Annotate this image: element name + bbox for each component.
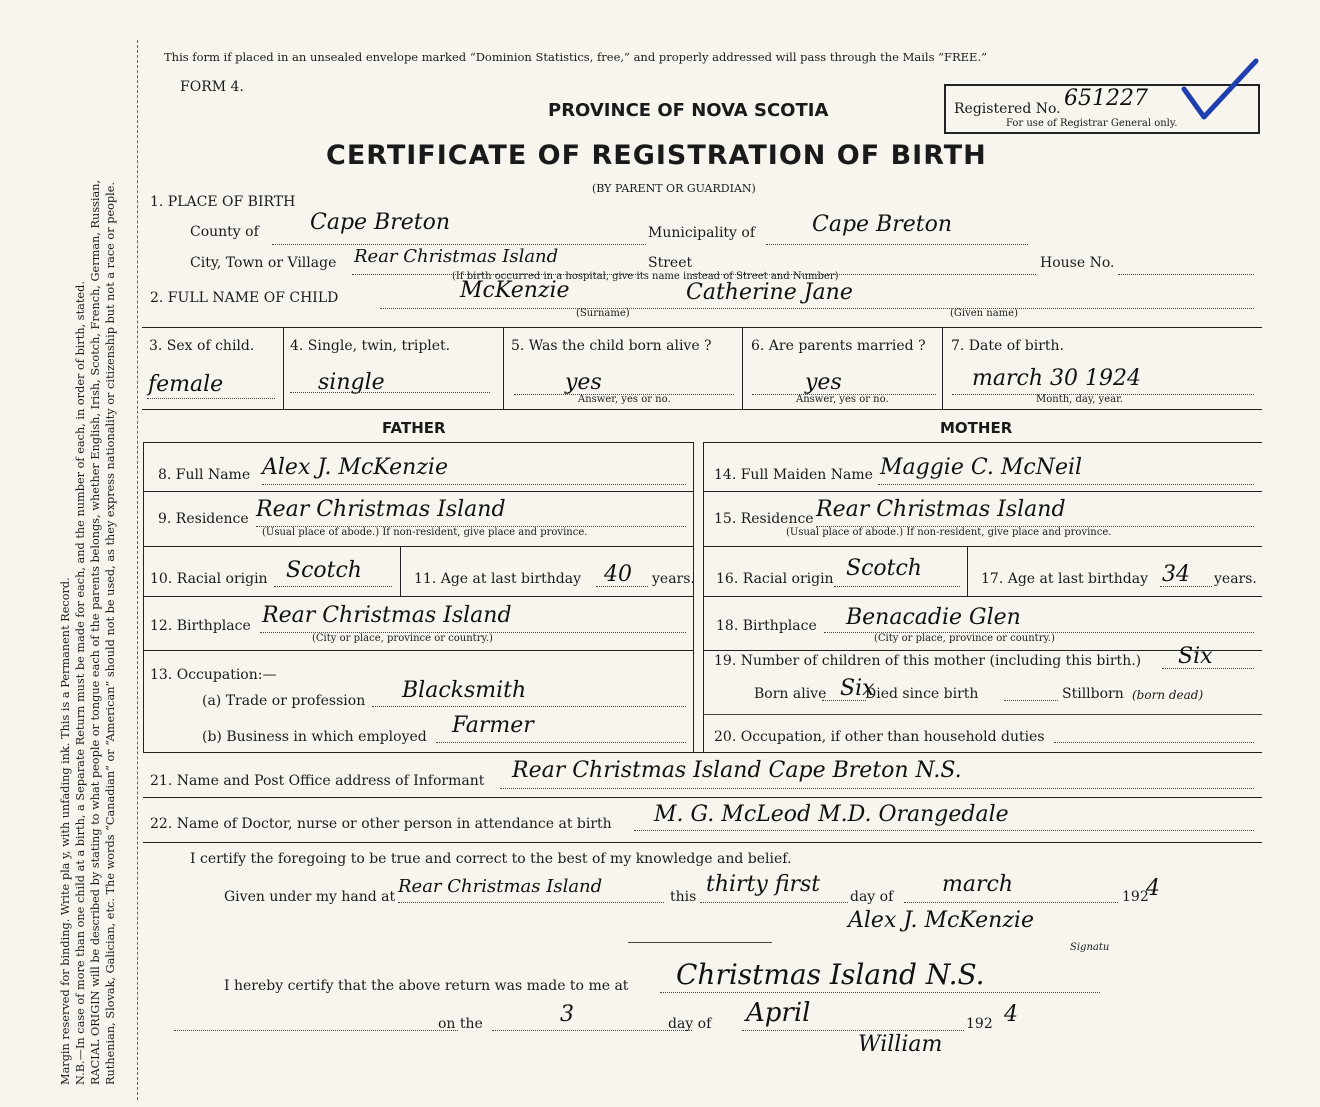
mother-racial-value: Scotch — [846, 556, 922, 581]
return-year-prefix: 192 — [966, 1016, 993, 1032]
plurality-label: 4. Single, twin, triplet. — [290, 338, 451, 354]
father-business-label: (b) Business in which employed — [202, 729, 427, 745]
municipality-value: Cape Breton — [812, 212, 953, 237]
informant-value: Rear Christmas Island Cape Breton N.S. — [512, 758, 962, 783]
sex-label: 3. Sex of child. — [149, 338, 255, 354]
day-of-label: day of — [850, 889, 894, 905]
checkmark-icon — [1180, 55, 1260, 125]
place-of-birth-heading: 1. PLACE OF BIRTH — [150, 194, 296, 210]
margin-line-2: N.B.—In case of more than one child at a birth, a Separate Return must be made for each, and the number of each, in order of birth, stated. — [74, 281, 87, 1085]
margin-line-1: Margin reserved for binding. Write pla y, with unfading ink. This is a Permanent Record. — [59, 577, 72, 1085]
born-alive-caption: Answer, yes or no. — [578, 394, 671, 405]
mother-abode-caption: (Usual place of abode.) If non-resident, give place and province. — [786, 527, 1112, 538]
margin-instructions — [58, 45, 118, 1085]
father-age-value: 40 — [604, 562, 632, 587]
mother-birthplace-caption: (City or place, province or country.) — [874, 633, 1055, 644]
city-value: Rear Christmas Island — [354, 246, 559, 267]
mother-children-label: 19. Number of children of this mother (including this birth.) — [714, 653, 1142, 669]
mother-age-label: 17. Age at last birthday — [981, 571, 1149, 587]
child-surname-value: McKenzie — [460, 278, 570, 303]
certify-statement: I certify the foregoing to be true and correct to the best of my knowledge and belief. — [190, 851, 792, 867]
stillborn-note: (born dead) — [1132, 688, 1204, 702]
born-alive-count-label: Born alive — [754, 686, 827, 702]
mother-residence-label: 15. Residence — [714, 511, 814, 527]
mother-age-value: 34 — [1162, 562, 1190, 587]
certificate-title: CERTIFICATE OF REGISTRATION OF BIRTH — [326, 140, 987, 171]
registrar-signature: William — [858, 1032, 943, 1057]
father-birthplace-value: Rear Christmas Island — [262, 603, 512, 628]
margin-line-3: RACIAL ORIGIN will be described by stating to what people or tongue each of the parents belongs, whether English, Irish, Scotch, French, German, Russian, — [89, 179, 102, 1085]
return-month-value: April — [746, 998, 811, 1028]
mother-occupation-label: 20. Occupation, if other than household duties — [714, 729, 1045, 745]
mother-birthplace-value: Benacadie Glen — [846, 605, 1021, 630]
margin-line-4: Ruthenian, Slovak, Galician, etc. The words “Canadian” or “American” should not be used, as they express nationality or citizenship but not a race or people. — [104, 181, 117, 1085]
father-residence-value: Rear Christmas Island — [256, 497, 506, 522]
doctor-label: 22. Name of Doctor, nurse or other person in attendance at birth — [150, 816, 612, 832]
child-name-label: 2. FULL NAME OF CHILD — [150, 290, 339, 306]
doctor-value: M. G. McLeod M.D. Orangedale — [654, 802, 1009, 827]
informant-label: 21. Name and Post Office address of Informant — [150, 773, 485, 789]
year-prefix: 192 — [1122, 889, 1149, 905]
return-day-of-label: day of — [668, 1016, 712, 1032]
return-place-value: Christmas Island N.S. — [676, 958, 985, 991]
registered-label: Registered No. — [954, 101, 1061, 117]
municipality-label: Municipality of — [648, 225, 756, 241]
father-business-value: Farmer — [452, 713, 534, 738]
parents-married-label: 6. Are parents married ? — [751, 338, 926, 354]
given-place-value: Rear Christmas Island — [398, 876, 603, 897]
mother-residence-value: Rear Christmas Island — [816, 497, 1066, 522]
mother-name-label: 14. Full Maiden Name — [714, 467, 873, 483]
on-the-label: on the — [438, 1016, 483, 1032]
father-residence-label: 9. Residence — [158, 511, 249, 527]
father-trade-label: (a) Trade or profession — [202, 693, 366, 709]
parents-married-caption: Answer, yes or no. — [796, 394, 889, 405]
father-occupation-label: 13. Occupation:— — [150, 667, 277, 683]
hospital-note: (If birth occurred in a hospital, give its name instead of Street and Number) — [452, 271, 839, 282]
child-given-value: Catherine Jane — [686, 280, 853, 305]
certificate-subtitle: (BY PARENT OR GUARDIAN) — [592, 182, 756, 195]
mother-birthplace-label: 18. Birthplace — [716, 618, 817, 634]
street-label: Street — [648, 255, 693, 271]
binding-margin-line — [137, 40, 138, 1100]
signature-label: Signatu — [1070, 942, 1110, 953]
mother-years-label: years. — [1214, 571, 1257, 587]
return-year-value: 4 — [1004, 1002, 1018, 1027]
father-birthplace-label: 12. Birthplace — [150, 618, 251, 634]
surname-caption: (Surname) — [576, 308, 630, 319]
born-alive-value: yes — [565, 370, 602, 395]
house-number-label: House No. — [1040, 255, 1115, 271]
plurality-value: single — [318, 370, 385, 395]
mother-name-value: Maggie C. McNeil — [880, 455, 1083, 480]
father-name-label: 8. Full Name — [158, 467, 251, 483]
father-birthplace-caption: (City or place, province or country.) — [312, 633, 493, 644]
form-number: FORM 4. — [180, 79, 244, 95]
province-heading: PROVINCE OF NOVA SCOTIA — [548, 100, 829, 121]
registrar-note: For use of Registrar General only. — [1006, 118, 1178, 129]
return-statement: I hereby certify that the above return was made to me at — [224, 978, 629, 994]
city-label: City, Town or Village — [190, 255, 337, 271]
mail-notice: This form if placed in an unsealed envelope marked “Dominion Statistics, free,” and properly addressed will pass through the Mails “FREE.” — [164, 50, 987, 64]
father-trade-value: Blacksmith — [402, 678, 527, 703]
county-label: County of — [190, 224, 259, 240]
mother-children-value: Six — [1178, 644, 1213, 669]
stillborn-label: Stillborn — [1062, 686, 1124, 702]
given-name-caption: (Given name) — [950, 308, 1018, 319]
day-value: thirty first — [706, 872, 821, 897]
born-alive-count-value: Six — [840, 676, 875, 701]
father-abode-caption: (Usual place of abode.) If non-resident, give place and province. — [262, 527, 588, 538]
month-value: march — [942, 872, 1013, 897]
died-since-birth-label: Died since birth — [865, 686, 979, 702]
county-value: Cape Breton — [310, 210, 451, 235]
mother-racial-label: 16. Racial origin — [716, 571, 834, 587]
born-alive-label: 5. Was the child born alive ? — [511, 338, 712, 354]
father-racial-label: 10. Racial origin — [150, 571, 268, 587]
registered-number: 651227 — [1064, 86, 1148, 111]
mother-heading: MOTHER — [940, 419, 1013, 437]
date-of-birth-value: march 30 1924 — [972, 366, 1141, 391]
informant-signature: Alex J. McKenzie — [848, 908, 1034, 933]
given-under-label: Given under my hand at — [224, 889, 396, 905]
year-value: 4 — [1146, 876, 1160, 901]
parents-married-value: yes — [805, 370, 842, 395]
date-of-birth-caption: Month, day, year. — [1036, 394, 1123, 405]
father-racial-value: Scotch — [286, 558, 362, 583]
father-years-label: years. — [652, 571, 695, 587]
father-name-value: Alex J. McKenzie — [262, 455, 448, 480]
return-day-value: 3 — [560, 1002, 574, 1027]
father-age-label: 11. Age at last birthday — [414, 571, 582, 587]
this-label: this — [670, 889, 697, 905]
date-of-birth-label: 7. Date of birth. — [951, 338, 1065, 354]
father-heading: FATHER — [382, 419, 446, 437]
sex-value: female — [148, 372, 224, 397]
